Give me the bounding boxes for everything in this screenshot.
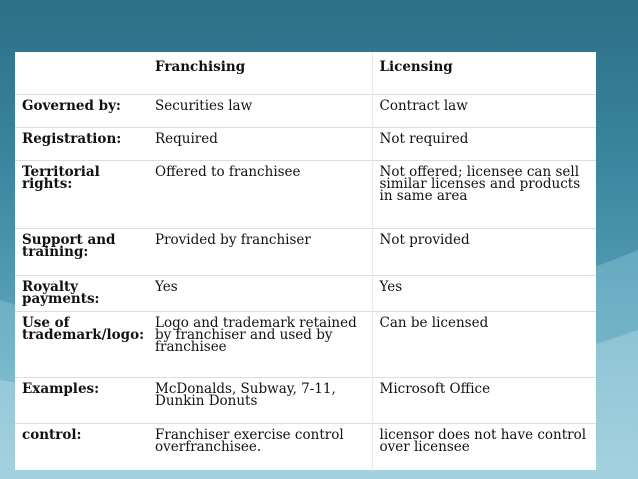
row-label: Territorial rights: <box>15 161 148 229</box>
header-franchising: Franchising <box>155 59 246 75</box>
row-label: Examples: <box>15 378 148 424</box>
table-row <box>15 276 596 312</box>
table-row <box>15 312 596 378</box>
table-row <box>15 161 596 229</box>
licensing-cell: Contract law <box>372 95 596 128</box>
table-row <box>15 424 596 472</box>
table-row <box>15 95 596 128</box>
header-blank <box>15 52 148 95</box>
table-row <box>15 378 596 424</box>
licensing-cell: licensor does not have control over licensee <box>372 424 596 472</box>
franchising-cell: Securities law <box>148 95 372 128</box>
header-licensing: Licensing <box>372 52 596 95</box>
row-label: Governed by: <box>15 95 148 128</box>
licensing-cell: Not provided <box>372 229 596 276</box>
comparison-table-panel <box>15 52 596 470</box>
franchising-cell: Offered to franchisee <box>148 161 372 229</box>
franchising-cell: McDonalds, Subway, 7-11, Dunkin Donuts <box>148 378 372 424</box>
franchising-cell: Yes <box>148 276 372 312</box>
licensing-cell: Yes <box>372 276 596 312</box>
row-label: Use of trademark/logo: <box>15 312 148 378</box>
licensing-cell: Not required <box>372 128 596 161</box>
row-label: Support and training: <box>15 229 148 276</box>
row-label: control: <box>15 424 148 472</box>
table-row <box>15 229 596 276</box>
licensing-cell: Microsoft Office <box>372 378 596 424</box>
row-label: Registration: <box>15 128 148 161</box>
table-row <box>15 128 596 161</box>
licensing-cell: Not offered; licensee can sell similar licenses and products in same area <box>372 161 596 229</box>
franchising-cell: Franchiser exercise control overfranchisee. <box>148 424 372 472</box>
row-label: Royalty payments: <box>15 276 148 312</box>
franchising-cell: Required <box>148 128 372 161</box>
franchising-cell: Provided by franchiser <box>148 229 372 276</box>
franchising-cell: Logo and trademark retained by franchiser and used by franchisee <box>148 312 372 378</box>
comparison-table <box>15 52 596 471</box>
table-header-row <box>15 52 596 95</box>
licensing-cell: Can be licensed <box>372 312 596 378</box>
